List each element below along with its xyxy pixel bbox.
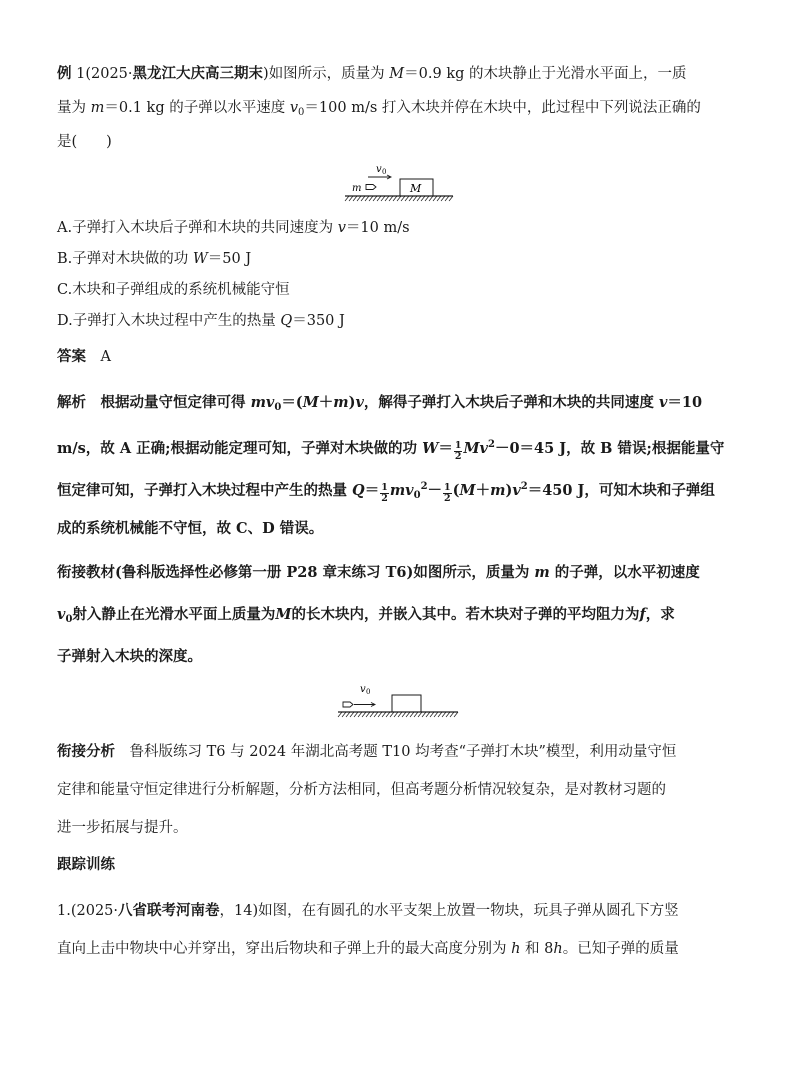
hatch-mark [377,196,381,201]
link-analysis-line-2: 定律和能量守恒定律进行分析解题，分析方法相同，但高考题分析情况较复杂，是对教材习题的 [57,782,666,798]
hatch-mark [394,712,398,717]
analysis-line-3: 恒定律可知，子弹打入木块过程中产生的热量 Q＝ $\frac{1}{2}$ $mv_0^2-$ $\frac{1}{2}$ $(M+m)v^2=450$ J，可知木块和子弹组 [57,481,715,504]
hatch-mark [438,712,442,717]
example-1 [57,57,741,159]
analysis-line-1: 解析 根据动量守恒定律可得 $mv_0=(M+m)v$，解得子弹打入木块后子弹和木块的共同速度 v＝10 [57,394,703,413]
textbook-link [57,552,741,678]
link-analysis-line-3: 进一步拓展与提升。 [57,820,188,836]
hatch-mark [366,712,370,717]
analysis-line-2: m/s，故 A 正确;根据动能定理可知，子弹对木块做的功 W＝ $\frac{1}{2}$ $Mv^2-0=45$ J，故 B 错误;根据能量守 [57,439,725,462]
hatch-mark [389,196,393,201]
hatch-mark [353,196,357,201]
hatch-mark [421,196,425,201]
hatch-mark [361,196,365,201]
question-1-source: 八省联考河南卷 [118,902,220,919]
option-c: C.木块和子弹组成的系统机械能守恒 [57,282,290,298]
fraction-half: $\frac{1}{2}$ [454,440,462,462]
textbook-line-3: 子弹射入木块的深度。 [57,648,202,665]
hatch-mark [402,712,406,717]
hatch-mark [418,712,422,717]
option-a: A.子弹打入木块后子弹和木块的共同速度为 v＝10 m/s [57,220,410,236]
hatch-mark [381,196,385,201]
hatch-mark [446,712,450,717]
example-source: 黑龙江大庆高三期末 [132,65,264,82]
wooden-block-2 [392,695,421,712]
hatch-mark [373,196,377,201]
bullet [366,185,376,190]
bullet-block-figure-2 [330,682,460,722]
option-b: B.子弹对木块做的功 W＝50 J [57,251,252,267]
hatch-mark [382,712,386,717]
answer-label: 答案 [57,348,86,365]
question-1-line-1: 1.(2025·八省联考河南卷，14)如图，在有圆孔的水平支架上放置一物块，玩具子弹从圆孔下方竖 [57,902,679,919]
hatch-mark [386,712,390,717]
link-analysis-label: 衔接分析 [57,743,115,760]
bullet-2 [343,702,353,707]
analysis-line-4: 成的系统机械能不守恒，故 C、D 错误。 [57,520,324,537]
hatch-mark [357,196,361,201]
hatch-mark [449,196,453,201]
bullet-mass-label: m [352,183,362,194]
analysis [57,382,741,550]
textbook-label: 衔接教材 [57,564,115,581]
hatch-mark [406,712,410,717]
hatch-mark [422,712,426,717]
hatch-mark [437,196,441,201]
hatch-mark [409,196,413,201]
hatch-mark [374,712,378,717]
hatch-mark [441,196,445,201]
example-1-line-1: 例 1(2025·黑龙江大庆高三期末)如图所示，质量为 M＝0.9 kg 的木块静止于光滑水平面上，一质 [57,65,687,82]
hatch-mark [430,712,434,717]
hatch-mark [414,712,418,717]
hatch-mark [401,196,405,201]
link-analysis-line-1: 衔接分析 鲁科版练习 T6 与 2024 年湖北高考题 T10 均考查“子弹打木块”模型，利用动量守恒 [57,743,677,760]
hatch-mark [445,196,449,201]
hatch-mark [362,712,366,717]
hatch-mark [345,196,349,201]
hatch-mark [397,196,401,201]
hatch-mark [433,196,437,201]
hatch-mark [413,196,417,201]
hatch-mark [417,196,421,201]
hatch-mark [346,712,350,717]
hatch-mark [354,712,358,717]
hatch-mark [350,712,354,717]
hatch-mark [442,712,446,717]
hatch-mark [393,196,397,201]
velocity-label: v [376,164,382,175]
svg-text:0: 0 [382,168,387,176]
velocity-label-2: v [360,684,366,695]
hatch-mark [390,712,394,717]
textbook-line-1: 衔接教材(鲁科版选择性必修第一册 P28 章末练习 T6)如图所示，质量为 m 的子弹，以水平初速度 [57,564,700,581]
example-1-line-2: 量为 m＝0.1 kg 的子弹以水平速度 $v_0=100$ m/s 打入木块并停在木块中，此过程中下列说法正确的 [57,100,701,118]
question-1-line-2: 直向上击中物块中心并穿出，穿出后物块和子弹上升的最大高度分别为 h 和 8h。已知子弹的质量 [57,941,679,957]
block-mass-label: M [410,182,422,195]
answer-row [57,340,741,374]
hatch-mark [450,712,454,717]
hatch-mark [370,712,374,717]
hatch-mark [338,712,342,717]
options-list [57,213,741,337]
hatch-mark [385,196,389,201]
hatch-mark [358,712,362,717]
hatch-mark [398,712,402,717]
textbook-line-2: $v_0$射入静止在光滑水平面上质量为M的长木块内，并嵌入其中。若木块对子弹的平均阻力为f，求 [57,606,675,625]
hatch-mark [349,196,353,201]
svg-text:0: 0 [366,688,371,696]
hatch-mark [365,196,369,201]
option-d: D.子弹打入木块过程中产生的热量 Q＝350 J [57,313,345,329]
hatch-mark [454,712,458,717]
hatch-mark [425,196,429,201]
hatch-mark [405,196,409,201]
hatch-mark [434,712,438,717]
hatch-mark [378,712,382,717]
bullet-block-figure-1 [340,160,460,208]
hatch-mark [429,196,433,201]
answer-value: A [100,349,111,365]
example-1-line-3: 是( ) [57,134,112,150]
ground-hatching-2 [338,712,458,717]
ground-hatching [345,196,453,201]
link-analysis [57,733,741,847]
example-label: 例 [57,65,72,82]
tracking-heading: 跟踪训练 [57,856,115,873]
question-1 [57,892,741,968]
hatch-mark [426,712,430,717]
analysis-label: 解析 [57,394,86,411]
hatch-mark [410,712,414,717]
hatch-mark [342,712,346,717]
hatch-mark [369,196,373,201]
